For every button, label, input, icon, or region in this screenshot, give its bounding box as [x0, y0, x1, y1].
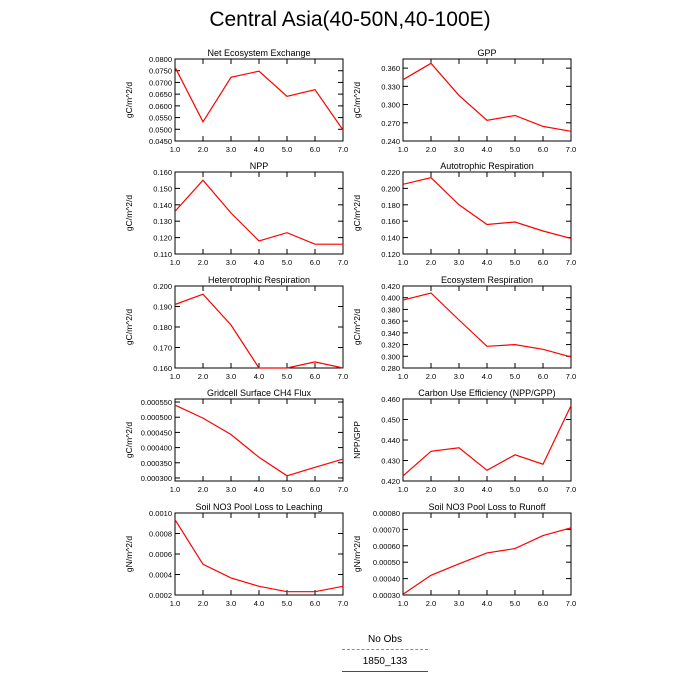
x-tick-label: 3.0 — [225, 145, 237, 154]
y-tick-label: 0.000350 — [140, 458, 172, 468]
x-tick-label: 7.0 — [565, 485, 577, 494]
series-line-1850-133 — [175, 67, 343, 130]
panel-title: Soil NO3 Pool Loss to Runoff — [428, 502, 546, 512]
panel-soil-no3-pool-loss-to-leaching — [124, 502, 348, 608]
y-tick-label: 0.420 — [381, 477, 400, 486]
y-tick-label: 0.330 — [381, 82, 400, 92]
y-tick-label: 0.240 — [381, 137, 400, 146]
x-tick-label: 7.0 — [337, 599, 349, 608]
panel-net-ecosystem-exchange — [124, 48, 348, 154]
series-line-1850-133 — [403, 406, 571, 476]
x-tick-label: 3.0 — [225, 485, 237, 494]
y-tick-label: 0.0750 — [149, 66, 172, 76]
plot-frame — [175, 286, 343, 368]
y-tick-label: 0.140 — [153, 200, 172, 210]
x-tick-label: 2.0 — [425, 485, 437, 494]
y-tick-label: 0.340 — [381, 328, 400, 338]
x-tick-label: 2.0 — [197, 372, 209, 381]
series-line-1850-133 — [403, 528, 571, 594]
series-line-1850-133 — [175, 520, 343, 592]
y-tick-label: 0.0010 — [149, 509, 172, 518]
x-tick-label: 2.0 — [197, 258, 209, 267]
series-line-1850-133 — [403, 63, 571, 131]
y-tick-label: 0.000500 — [140, 413, 172, 423]
x-tick-label: 3.0 — [453, 145, 465, 154]
panel-heterotrophic-respiration — [124, 275, 348, 381]
x-tick-label: 4.0 — [481, 258, 493, 267]
panel-title: Ecosystem Respiration — [440, 275, 534, 285]
y-tick-label: 0.380 — [381, 305, 400, 315]
panel-carbon-use-efficiency-npp-gpp — [352, 388, 576, 494]
y-axis-label: gC/m^2/d — [124, 308, 134, 346]
y-tick-label: 0.160 — [381, 217, 400, 227]
y-tick-label: 0.00040 — [372, 574, 400, 584]
x-tick-label: 7.0 — [565, 258, 577, 267]
legend-label: No Obs — [368, 634, 402, 645]
y-tick-label: 0.420 — [381, 282, 400, 291]
y-tick-label: 0.170 — [153, 343, 172, 353]
y-tick-label: 0.00080 — [372, 509, 400, 518]
y-tick-label: 0.450 — [381, 415, 400, 425]
x-tick-label: 7.0 — [337, 372, 349, 381]
x-tick-label: 7.0 — [337, 258, 349, 267]
y-tick-label: 0.220 — [381, 168, 400, 177]
y-tick-label: 0.320 — [381, 340, 400, 350]
x-tick-label: 7.0 — [565, 145, 577, 154]
x-tick-label: 4.0 — [253, 372, 265, 381]
x-tick-label: 1.0 — [169, 258, 181, 267]
plot-frame — [403, 59, 571, 141]
y-axis-label: gC/m^2/d — [124, 421, 134, 459]
x-tick-label: 1.0 — [169, 599, 181, 608]
x-tick-label: 1.0 — [169, 485, 181, 494]
panel-title: Soil NO3 Pool Loss to Leaching — [195, 502, 323, 512]
panel-title: Net Ecosystem Exchange — [207, 48, 311, 58]
y-tick-label: 0.300 — [381, 352, 400, 362]
y-tick-label: 0.110 — [153, 250, 172, 259]
x-tick-label: 6.0 — [309, 258, 321, 267]
x-tick-label: 5.0 — [281, 599, 293, 608]
y-tick-label: 0.360 — [381, 317, 400, 327]
x-tick-label: 5.0 — [509, 145, 521, 154]
panel-title: Gridcell Surface CH4 Flux — [206, 388, 312, 398]
y-axis-label: gN/m^2/d — [124, 535, 134, 573]
y-tick-label: 0.190 — [153, 302, 172, 312]
y-tick-label: 0.440 — [381, 436, 400, 445]
y-axis-label: gC/m^2/d — [124, 194, 134, 232]
x-tick-label: 5.0 — [281, 145, 293, 154]
panel-gridcell-surface-ch4-flux — [124, 388, 348, 494]
x-tick-label: 1.0 — [397, 599, 409, 608]
y-tick-label: 0.140 — [381, 233, 400, 243]
x-tick-label: 3.0 — [453, 599, 465, 608]
y-tick-label: 0.000400 — [140, 443, 172, 453]
x-tick-label: 4.0 — [481, 599, 493, 608]
x-tick-label: 3.0 — [225, 372, 237, 381]
panel-ecosystem-respiration — [352, 275, 576, 381]
series-line-1850-133 — [175, 294, 343, 368]
x-tick-label: 2.0 — [197, 145, 209, 154]
series-line-1850-133 — [175, 180, 343, 244]
plot-frame — [403, 286, 571, 368]
y-tick-label: 0.360 — [381, 64, 400, 74]
y-tick-label: 0.400 — [381, 293, 400, 303]
x-tick-label: 3.0 — [453, 258, 465, 267]
x-tick-label: 3.0 — [225, 599, 237, 608]
y-tick-label: 0.160 — [153, 168, 172, 177]
x-tick-label: 3.0 — [453, 485, 465, 494]
x-tick-label: 4.0 — [253, 599, 265, 608]
y-axis-label: NPP/GPP — [352, 421, 362, 459]
plot-frame — [175, 399, 343, 481]
x-tick-label: 6.0 — [537, 599, 549, 608]
x-tick-label: 5.0 — [281, 485, 293, 494]
x-tick-label: 2.0 — [425, 599, 437, 608]
x-tick-label: 1.0 — [397, 145, 409, 154]
y-tick-label: 0.280 — [381, 364, 400, 373]
series-line-1850-133 — [403, 293, 571, 357]
y-tick-label: 0.180 — [381, 200, 400, 210]
y-tick-label: 0.120 — [153, 233, 172, 243]
y-tick-label: 0.130 — [153, 217, 172, 227]
legend-swatch-solid — [342, 671, 428, 672]
x-tick-label: 7.0 — [337, 145, 349, 154]
x-tick-label: 6.0 — [309, 485, 321, 494]
x-tick-label: 5.0 — [509, 372, 521, 381]
y-tick-label: 0.0800 — [149, 55, 172, 64]
x-tick-label: 6.0 — [537, 372, 549, 381]
legend-label: 1850_133 — [362, 656, 408, 667]
y-tick-label: 0.180 — [153, 323, 172, 332]
x-tick-label: 1.0 — [169, 372, 181, 381]
y-tick-label: 0.0650 — [149, 90, 172, 100]
y-tick-label: 0.300 — [381, 100, 400, 110]
x-tick-label: 6.0 — [309, 145, 321, 154]
plot-frame — [175, 172, 343, 254]
x-tick-label: 1.0 — [169, 145, 181, 154]
x-tick-label: 5.0 — [509, 258, 521, 267]
legend-swatch-dashed — [342, 649, 428, 650]
x-tick-label: 5.0 — [509, 485, 521, 494]
y-tick-label: 0.0004 — [149, 570, 172, 580]
panel-soil-no3-pool-loss-to-runoff — [352, 502, 576, 608]
y-tick-label: 0.0450 — [149, 137, 172, 146]
x-tick-label: 7.0 — [337, 485, 349, 494]
y-tick-label: 0.150 — [153, 184, 172, 194]
x-tick-label: 2.0 — [425, 258, 437, 267]
y-tick-label: 0.0500 — [149, 125, 172, 135]
y-tick-label: 0.000300 — [140, 473, 172, 483]
x-tick-label: 4.0 — [253, 485, 265, 494]
panel-npp — [124, 161, 348, 267]
y-tick-label: 0.00050 — [372, 558, 400, 568]
y-tick-label: 0.0008 — [149, 529, 172, 539]
y-axis-label: gC/m^2/d — [124, 81, 134, 119]
plot-frame — [403, 399, 571, 481]
x-tick-label: 6.0 — [537, 485, 549, 494]
x-tick-label: 4.0 — [481, 372, 493, 381]
x-tick-label: 5.0 — [281, 258, 293, 267]
y-axis-label: gC/m^2/d — [352, 194, 362, 232]
x-tick-label: 5.0 — [281, 372, 293, 381]
y-tick-label: 0.000450 — [140, 428, 172, 438]
y-tick-label: 0.00070 — [372, 525, 400, 535]
y-tick-label: 0.120 — [381, 250, 400, 259]
x-tick-label: 1.0 — [397, 372, 409, 381]
y-tick-label: 0.0006 — [149, 550, 172, 559]
legend-entry-no-obs — [342, 634, 428, 650]
panel-title: NPP — [249, 161, 269, 171]
y-axis-label: gC/m^2/d — [352, 81, 362, 119]
y-tick-label: 0.00060 — [372, 541, 400, 551]
x-tick-label: 6.0 — [309, 372, 321, 381]
panel-autotrophic-respiration — [352, 161, 576, 267]
y-tick-label: 0.160 — [153, 364, 172, 373]
panel-title: Heterotrophic Respiration — [207, 275, 311, 285]
y-tick-label: 0.460 — [381, 395, 400, 404]
y-tick-label: 0.0002 — [149, 591, 172, 600]
x-tick-label: 3.0 — [225, 258, 237, 267]
series-line-1850-133 — [403, 178, 571, 239]
x-tick-label: 4.0 — [481, 145, 493, 154]
y-axis-label: gN/m^2/d — [352, 535, 362, 573]
x-tick-label: 6.0 — [309, 599, 321, 608]
y-tick-label: 0.200 — [153, 282, 172, 291]
panel-title: Autotrophic Respiration — [440, 161, 534, 171]
y-axis-label: gC/m^2/d — [352, 308, 362, 346]
y-tick-label: 0.270 — [381, 118, 400, 128]
x-tick-label: 6.0 — [537, 145, 549, 154]
plot-frame — [403, 513, 571, 595]
y-tick-label: 0.000550 — [140, 398, 172, 408]
x-tick-label: 1.0 — [397, 258, 409, 267]
y-tick-label: 0.0600 — [149, 101, 172, 111]
panel-gpp — [352, 48, 576, 154]
x-tick-label: 7.0 — [565, 372, 577, 381]
x-tick-label: 2.0 — [197, 599, 209, 608]
x-tick-label: 4.0 — [481, 485, 493, 494]
x-tick-label: 2.0 — [425, 145, 437, 154]
x-tick-label: 7.0 — [565, 599, 577, 608]
x-tick-label: 2.0 — [197, 485, 209, 494]
x-tick-label: 4.0 — [253, 258, 265, 267]
y-tick-label: 0.200 — [381, 184, 400, 194]
plot-frame — [403, 172, 571, 254]
y-tick-label: 0.430 — [381, 456, 400, 466]
x-tick-label: 6.0 — [537, 258, 549, 267]
x-tick-label: 5.0 — [509, 599, 521, 608]
panel-title: GPP — [477, 48, 497, 58]
legend-entry-1850-133 — [342, 656, 428, 672]
y-tick-label: 0.00030 — [372, 591, 400, 600]
x-tick-label: 1.0 — [397, 485, 409, 494]
x-tick-label: 4.0 — [253, 145, 265, 154]
y-tick-label: 0.0550 — [149, 113, 172, 123]
plot-frame — [175, 513, 343, 595]
panel-title: Carbon Use Efficiency (NPP/GPP) — [418, 388, 556, 398]
y-tick-label: 0.0700 — [149, 78, 172, 88]
x-tick-label: 3.0 — [453, 372, 465, 381]
x-tick-label: 2.0 — [425, 372, 437, 381]
page-title: Central Asia(40-50N,40-100E) — [209, 8, 491, 31]
series-line-1850-133 — [175, 405, 343, 476]
